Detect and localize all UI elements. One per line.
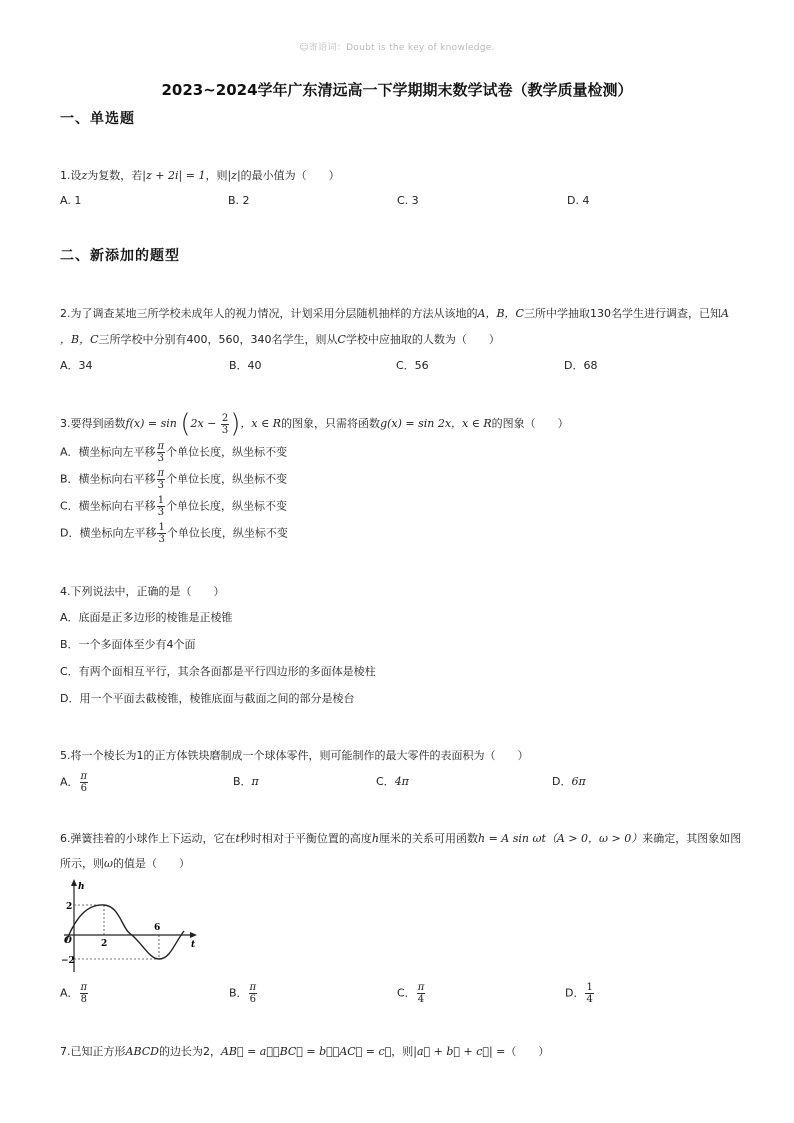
question-1-option-d[interactable]: D. 4 <box>567 194 590 207</box>
question-4-option-b[interactable]: B．一个多面体至少有4个面 <box>60 638 196 651</box>
watermark: ☺寄语词：Doubt is the key of knowledge. <box>299 43 495 53</box>
question-3-stem: 3.要得到函数f(x) = sin (2x − $\frac{2}{3}$ )，x ∈ R的图象，只需将函数g(x) = sin 2x，x ∈ R的图象（ ） <box>60 409 569 439</box>
axis-label-h: h <box>78 882 85 892</box>
question-2-option-d[interactable]: D．68 <box>564 359 598 372</box>
fraction-two-thirds: $\frac{2}{3}$ <box>221 412 229 436</box>
sine-graph-figure <box>58 876 208 978</box>
question-2-option-b[interactable]: B．40 <box>229 359 262 372</box>
origin-label: O <box>64 936 72 946</box>
question-6-stem-line2: 所示，则ω的值是（ ） <box>60 857 190 870</box>
x-axis-arrow-icon <box>190 932 197 938</box>
question-6-stem-line1: 6.弹簧挂着的小球作上下运动，它在t秒时相对于平衡位置的高度h厘米的关系可用函数h = A sin ωt（A > 0，ω > 0）来确定，其图象如图 <box>60 832 742 845</box>
question-6-option-b[interactable]: B． $\frac{\pi}{6}$ <box>229 982 257 1005</box>
question-6-option-d[interactable]: D． $\frac{1}{4}$ <box>565 982 593 1005</box>
sine-curve <box>66 905 184 959</box>
question-1-option-b[interactable]: B. 2 <box>228 194 250 207</box>
question-2-option-c[interactable]: C．56 <box>396 359 429 372</box>
question-5-option-d[interactable]: D．6π <box>552 775 586 788</box>
question-4-option-d[interactable]: D．用一个平面去截棱锥，棱锥底面与截面之间的部分是棱台 <box>60 692 355 705</box>
question-3-option-a[interactable]: A．横坐标向左平移 $\frac{\pi}{3}$ 个单位长度，纵坐标不变 <box>60 441 288 464</box>
question-2-option-a[interactable]: A．34 <box>60 359 93 372</box>
section-heading-single-choice: 一、单选题 <box>60 111 135 127</box>
question-1-stem: 1.设z为复数，若|z + 2i| = 1，则|z|的最小值为（ ） <box>60 169 340 182</box>
question-4-option-c[interactable]: C．有两个面相互平行，其余各面都是平行四边形的多面体是棱柱 <box>60 665 376 678</box>
tick-label-x-6: 6 <box>154 923 161 933</box>
question-2-stem-line2: ，B，C三所学校中分别有400，560，340名学生，则从C学校中应抽取的人数为（ ） <box>60 333 500 346</box>
question-3-option-b[interactable]: B．横坐标向右平移 $\frac{\pi}{3}$ 个单位长度，纵坐标不变 <box>60 468 288 491</box>
section-heading-new-types: 二、新添加的题型 <box>60 248 180 264</box>
tick-label-x-2: 2 <box>101 939 108 949</box>
question-4-stem: 4.下列说法中，正确的是（ ） <box>60 585 225 598</box>
question-5-stem: 5.将一个棱长为1的正方体铁块磨制成一个球体零件，则可能制作的最大零件的表面积为（ ） <box>60 749 529 762</box>
axis-label-t: t <box>191 940 196 950</box>
question-1-option-a[interactable]: A. 1 <box>60 194 82 207</box>
question-6-option-a[interactable]: A． $\frac{\pi}{8}$ <box>60 982 88 1005</box>
question-1-option-c[interactable]: C. 3 <box>397 194 419 207</box>
question-6-option-c[interactable]: C． $\frac{\pi}{4}$ <box>397 982 425 1005</box>
question-3-option-c[interactable]: C．横坐标向右平移 $\frac{1}{3}$ 个单位长度，纵坐标不变 <box>60 495 288 518</box>
question-5-option-c[interactable]: C．4π <box>376 775 409 788</box>
y-axis-arrow-icon <box>71 879 77 886</box>
question-2-stem-line1: 2.为了调查某地三所学校未成年人的视力情况，计划采用分层随机抽样的方法从该地的A，B，C三所中学抽取130名学生进行调查，已知A <box>60 307 729 320</box>
question-5-option-b[interactable]: B．π <box>233 775 259 788</box>
page-title: 2023~2024学年广东清远高一下学期期末数学试卷（教学质量检测） <box>161 81 633 99</box>
question-4-option-a[interactable]: A．底面是正多边形的棱锥是正棱锥 <box>60 611 233 624</box>
question-7-stem: 7.已知正方形ABCD的边长为2，AB⃗ = a⃗，BC⃗ = b⃗，AC⃗ = c⃗，则|a⃗ + b⃗ + c⃗| =（ ） <box>60 1045 550 1058</box>
question-5-option-a[interactable]: A． $\frac{\pi}{6}$ <box>60 771 88 794</box>
tick-label-y-top: 2 <box>66 902 73 912</box>
tick-label-y-bottom: −2 <box>61 956 75 966</box>
question-3-option-d[interactable]: D．横坐标向左平移 $\frac{1}{3}$ 个单位长度，纵坐标不变 <box>60 522 288 545</box>
